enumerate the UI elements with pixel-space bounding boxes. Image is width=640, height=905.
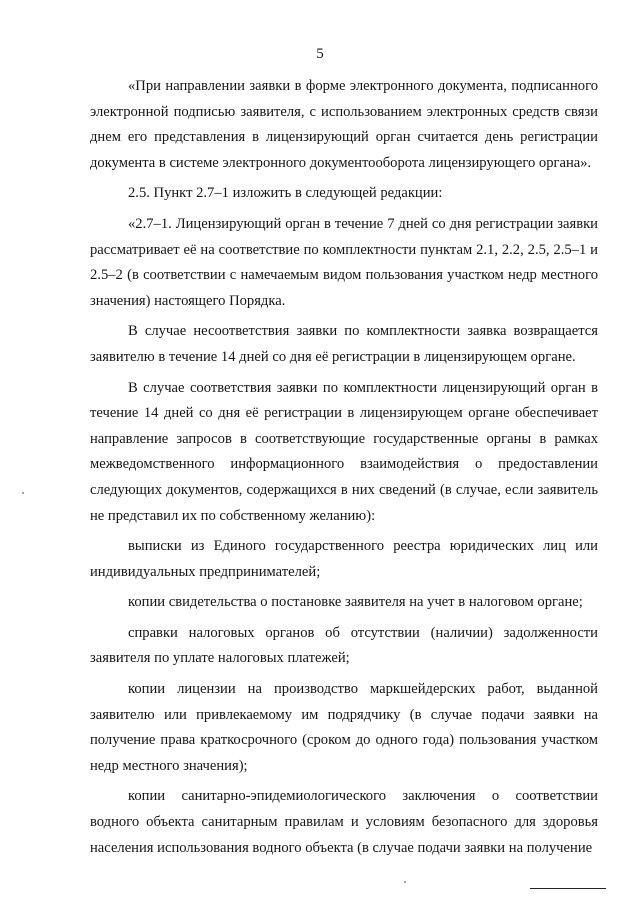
paragraph-conformity-requests: В случае соответствия заявки по комплектности лицензирующий орган в течение 14 дней со дня её регистрации в лицензирующем органе обеспечивает направление запросов в соответствующие государственные органы в рамках межведомственного информационного взаимодействия о предоставлении следующих документов, содержащихся в них сведений (в случае, если заявитель не представил их по собственному желанию): (90, 379, 598, 524)
list-item-tax-registration-copy: копии свидетельства о постановке заявителя на учет в налоговом органе; (128, 594, 583, 611)
paragraph-electronic-submission: «При направлении заявки в форме электронного документа, подписанного электронной подписью заявителя, с использованием электронных средств связи днем его представления в лицензирующий орган считается день регистрации документа в системе электронного документооборота лицензирующего органа». (90, 78, 598, 171)
scan-artifact (22, 492, 24, 494)
list-item-tax-debt-certificate: справки налоговых органов об отсутствии (наличии) задолженности заявителя по уплате налоговых платежей; (90, 624, 598, 667)
paragraph-clause-2-7-1: «2.7–1. Лицензирующий орган в течение 7 дней со дня регистрации заявки рассматривает её на соответствие по комплектности пунктам 2.1, 2.2, 2.5, 2.5–1 и 2.5–2 (в соответствии с намечаемым видом пользования участком недр местного значения) настоящего Порядка. (90, 215, 598, 309)
list-item-sanitary-conclusion-copy: копии санитарно-эпидемиологического заключения о соответствии водного объекта санитарным правилам и условиям безопасного для здоровья населения использования водного объекта (в случае подачи заявки на получение (90, 788, 598, 856)
page-number: 5 (316, 46, 324, 62)
list-item-registry-extract: выписки из Единого государственного реестра юридических лиц или индивидуальных предпринимателей; (90, 538, 598, 580)
scan-artifact (404, 881, 406, 883)
footer-rule (530, 888, 606, 889)
list-item-survey-license-copy: копии лицензии на производство маркшейдерских работ, выданной заявителю или привлекаемому им подрядчику (в случае подачи заявки на получение права краткосрочного (сроком до одного года) пользования участком недр местного значения); (90, 681, 598, 774)
document-body (90, 74, 598, 861)
paragraph-amendment-heading: 2.5. Пункт 2.7–1 изложить в следующей редакции: (128, 185, 443, 202)
paragraph-nonconformity: В случае несоответствия заявки по комплектности заявка возвращается заявителю в течение 14 дней со дня её регистрации в лицензирующем органе. (90, 323, 598, 365)
